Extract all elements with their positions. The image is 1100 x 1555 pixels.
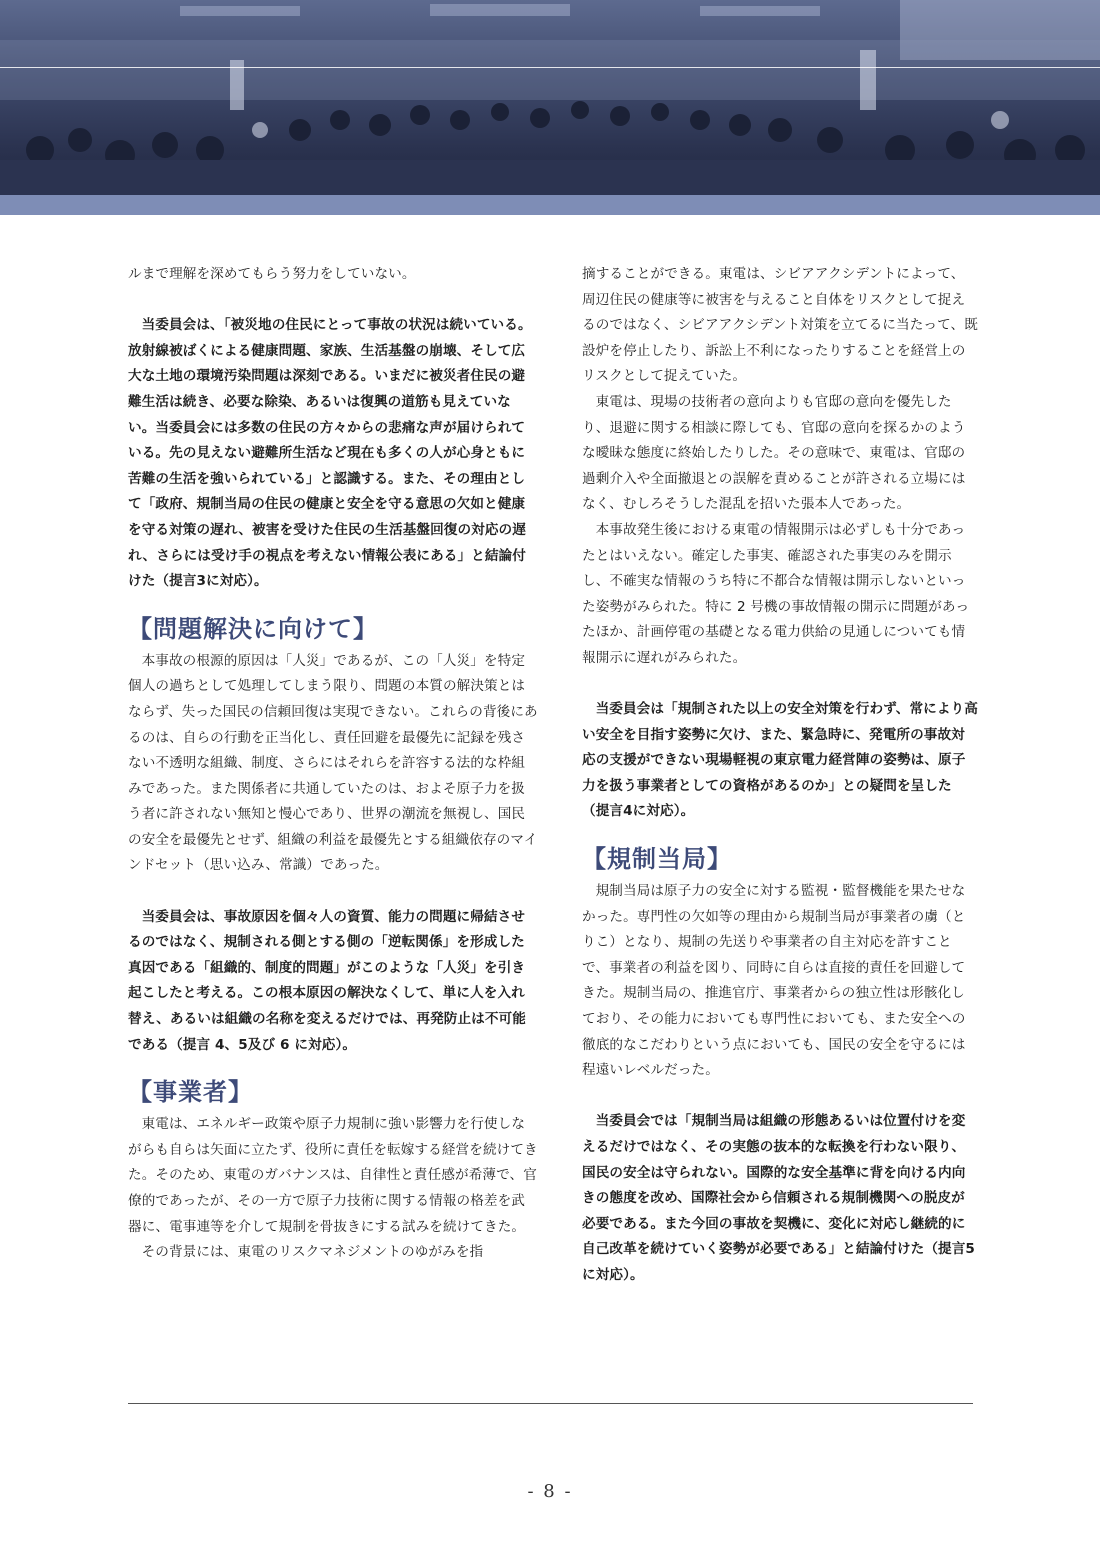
paragraph: 当委員会は、「被災地の住民にとって事故の状況は続いている。放射線被ばくによる健康問題、家族、生活基盤の崩壊、そして広大な土地の環境汚染問題は深刻である。いまだに被災者住民の避難生活は続き、必要な除染、あるいは復興の道筋も見えていない。当委員会には多数の住民の方々からの悲痛な声が届けられている。先の見えない避難所生活など現在も多くの人が心身ともに苦難の生活を強いられている」と認識する。また、その理由として「政府、規制当局の住民の健康と安全を守る意思の欠如と健康を守る対策の遅れ、被害を受けた住民の生活基盤回復の対応の遅れ、さらには受け手の視点を考えない情報公表にある」と結論付けた（提言3に対応）。 xyxy=(128,317,532,590)
paragraph: 当委員会は「規制された以上の安全対策を行わず、常により高い安全を目指す姿勢に欠け、また、緊急時に、発電所の事故対応の支援ができない現場軽視の東京電力経営陣の姿勢は、原子力を扱う事業者としての資格があるのか」との疑問を呈した（提言4に対応）。 xyxy=(582,701,978,820)
header-divider-line xyxy=(0,67,1100,68)
paragraph: その背景には、東電のリスクマネジメントのゆがみを指 xyxy=(141,1244,484,1261)
paragraph: ルまで理解を深めてもらう努力をしていない。 xyxy=(128,266,416,282)
paragraph: 当委員会では「規制当局は組織の形態あるいは位置付けを変えるだけではなく、その実態の抜本的な転換を行わない限り、国民の安全は守られない。国際的な安全基準に背を向ける内向きの態度を改め、国際社会から信頼される規制機関への脱皮が必要である。また今回の事故を契機に、変化に対応し継続的に自己改革を続けていく姿勢が必要である」と結論付けた（提言5に対応）。 xyxy=(582,1113,975,1283)
paragraph: 本事故発生後における東電の情報開示は必ずしも十分であったとはいえない。確定した事実、確認された事実のみを開示し、不確実な情報のうち特に不都合な情報は開示しないといった姿勢がみられた。特に 2 号機の事故情報の開示に問題があったほか、計画停電の基礎となる電力供給の見通しについても情報開示に遅れがみられた。 xyxy=(582,521,970,666)
page-number: - 8 - xyxy=(527,1481,573,1502)
section-heading-problem-solving: 【問題解決に向けて】 xyxy=(128,614,378,643)
paragraph: 東電は、現場の技術者の意向よりも官邸の意向を優先したり、退避に関する相談に際しても、官邸の意向を探るかのような曖昧な態度に終始したりした。その意味で、東電は、官邸の過剰介入や全面撤退との誤解を責めることが許される立場にはなく、むしろそうした混乱を招いた張本人であった。 xyxy=(582,393,966,513)
paragraph: 本事故の根源的原因は「人災」であるが、この「人災」を特定個人の過ちとして処理してしまう限り、問題の本質の解決策とはならず、失った国民の信頼回復は実現できない。これらの背後にあるのは、自らの行動を正当化し、責任回避を最優先に記録を残さない不透明な組織、制度、さらにはそれらを許容する法的な枠組みであった。また関係者に共通していたのは、およそ原子力を扱う者に許されない無知と慢心であり、世界の潮流を無視し、国民の安全を最優先とせず、組織の利益を最優先とする組織依存のマインドセット（思い込み、常識）であった。 xyxy=(128,652,538,874)
conference-room-photo-icon xyxy=(0,0,1100,195)
header-band xyxy=(0,195,1100,215)
footer-rule xyxy=(128,1403,973,1404)
right-column xyxy=(582,262,978,1289)
paragraph: 摘することができる。東電は、シビアアクシデントによって、周辺住民の健康等に被害を与えること自体をリスクとして捉えるのではなく、シビアアクシデント対策を立てるに当たって、既設炉を停止したり、訴訟上不利になったりすることを経営上のリスクとして捉えていた。 xyxy=(582,266,978,385)
header-photo xyxy=(0,0,1100,195)
paragraph: 規制当局は原子力の安全に対する監視・監督機能を果たせなかった。専門性の欠如等の理由から規制当局が事業者の虜（とりこ）となり、規制の先送りや事業者の自主対応を許すことで、事業者の利益を図り、同時に自らは直接的責任を回避してきた。規制当局の、推進官庁、事業者からの独立性は形骸化しており、その能力においても専門性においても、また安全への徹底的なこだわりという点においても、国民の安全を守るには程遠いレベルだった。 xyxy=(582,883,966,1079)
section-heading-operator: 【事業者】 xyxy=(128,1078,253,1107)
left-column xyxy=(128,262,538,1266)
paragraph: 東電は、エネルギー政策や原子力規制に強い影響力を行使しながらも自らは矢面に立たず、役所に責任を転嫁する経営を続けてきた。そのため、東電のガバナンスは、自律性と責任感が希薄で、官僚的であったが、その一方で原子力技術に関する情報の格差を武器に、電事連等を介して規制を骨抜きにする試みを続けてきた。 xyxy=(128,1116,538,1235)
section-heading-regulator: 【規制当局】 xyxy=(582,845,732,874)
paragraph: 当委員会は、事故原因を個々人の資質、能力の問題に帰結させるのではなく、規制される側とする側の「逆転関係」を形成した真因である「組織的、制度的問題」がこのような「人災」を引き起こしたと考える。この根本原因の解決なくして、単に人を入れ替え、あるいは組織の名称を変えるだけでは、再発防止は不可能である（提言 4、5及び 6 に対応）。 xyxy=(128,908,526,1053)
